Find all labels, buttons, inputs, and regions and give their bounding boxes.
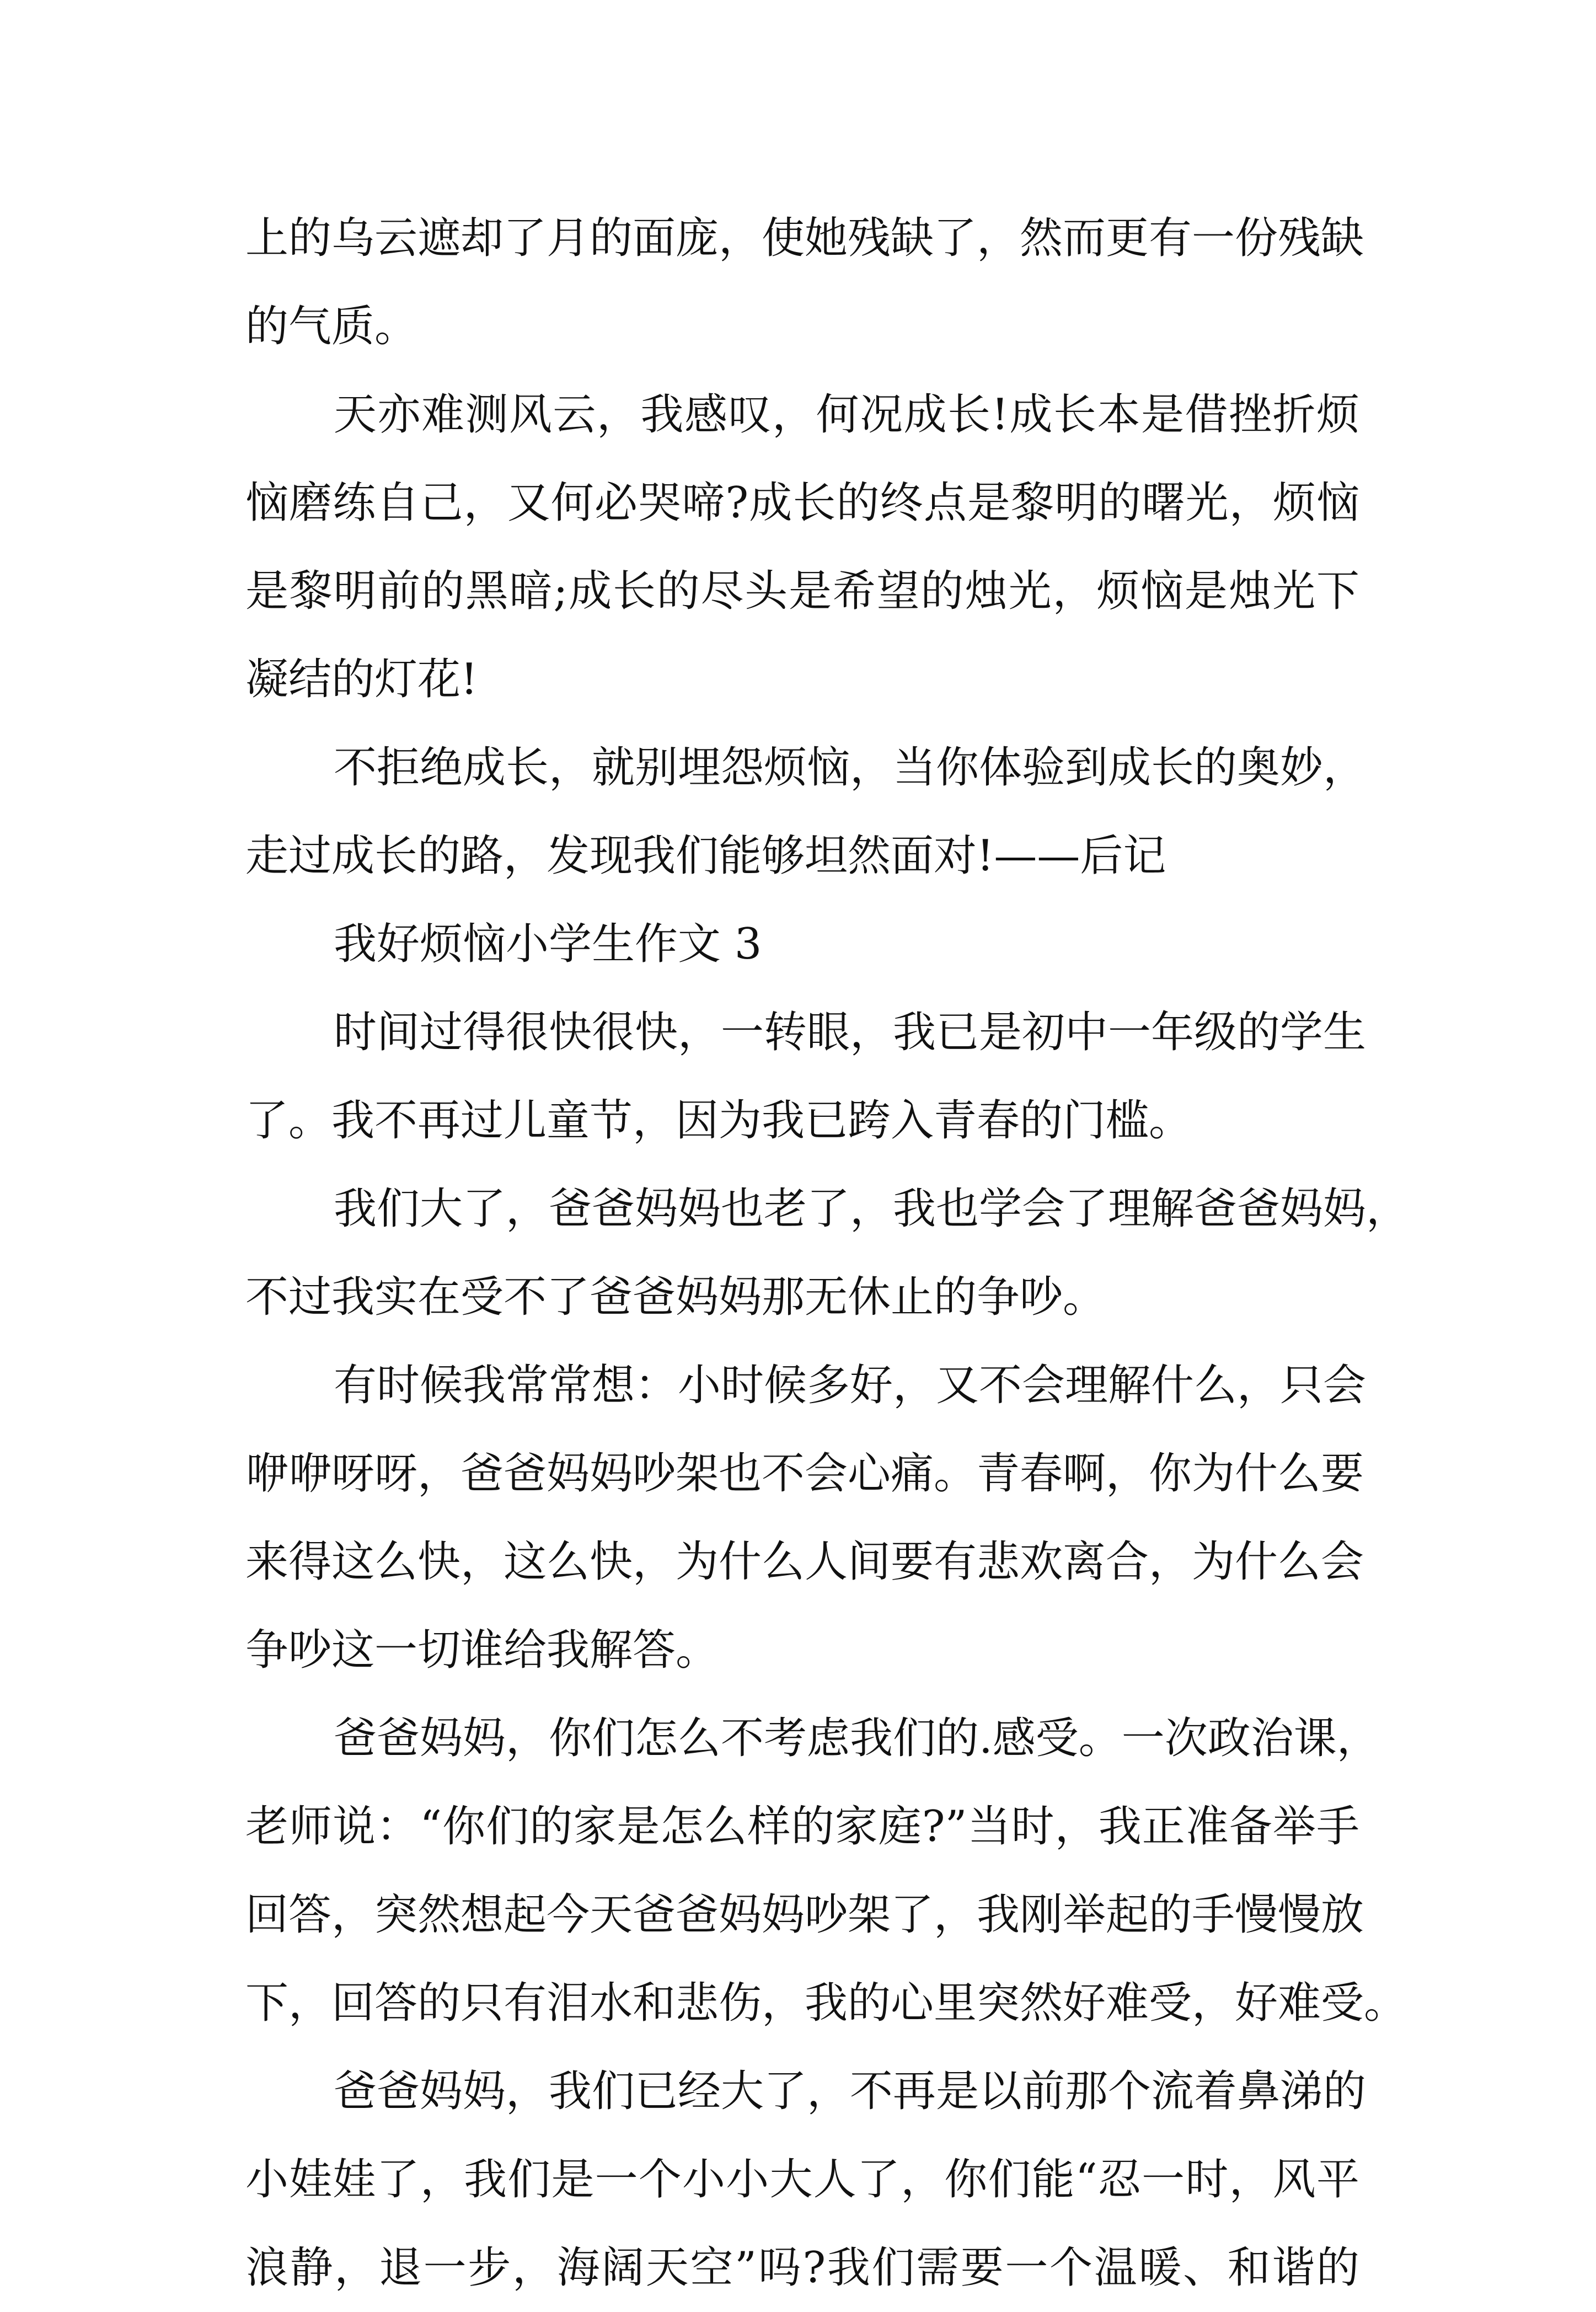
- paragraph-start-line: 我们大了，爸爸妈妈也老了，我也学会了理解爸爸妈妈，: [334, 1184, 1410, 1234]
- text-line: 了。我不再过儿童节，因为我已跨入青春的门槛。: [245, 1096, 1192, 1146]
- essay-body: [245, 194, 1410, 2312]
- paragraph-start-line: 爸爸妈妈，我们已经大了，不再是以前那个流着鼻涕的: [334, 2067, 1367, 2116]
- text-line: 下，回答的只有泪水和悲伤，我的心里突然好难受，好难受。: [245, 1978, 1407, 2028]
- text-line: 凝结的灯花!: [245, 655, 478, 704]
- text-line: 来得这么快，这么快，为什么人间要有悲欢离合，为什么会: [245, 1537, 1364, 1587]
- text-line: 上的乌云遮却了月的面庞，使她残缺了，然而更有一份残缺: [245, 213, 1364, 263]
- paragraph-start-line: 爸爸妈妈，你们怎么不考虑我们的.感受。一次政治课，: [334, 1714, 1380, 1763]
- text-line: 老师说：“你们的家是怎么样的家庭?”当时，我正准备举手: [245, 1802, 1359, 1851]
- section-heading: 我好烦恼小学生作文 3: [334, 919, 762, 969]
- text-line: 回答，突然想起今天爸爸妈妈吵架了，我刚举起的手慢慢放: [245, 1890, 1364, 1940]
- text-line: 小娃娃了，我们是一个小小大人了，你们能“忍一时，风平: [245, 2155, 1359, 2204]
- text-line: 浪静，退一步，海阔天空”吗?我们需要一个温暖、和谐的: [245, 2243, 1359, 2293]
- paragraph-start-line: 时间过得很快很快，一转眼，我已是初中一年级的学生: [334, 1008, 1367, 1057]
- text-line: 的气质。: [245, 302, 418, 351]
- paragraph-start-line: 不拒绝成长，就别埋怨烦恼，当你体验到成长的奥妙，: [334, 743, 1367, 793]
- text-line: 咿咿呀呀，爸爸妈妈吵架也不会心痛。青春啊，你为什么要: [245, 1449, 1364, 1498]
- paragraph-start-line: 天亦难测风云，我感叹，何况成长!成长本是借挫折烦: [334, 390, 1359, 440]
- text-line: 恼磨练自己，又何必哭啼?成长的终点是黎明的曙光，烦恼: [245, 478, 1359, 528]
- paragraph-start-line: 有时候我常常想：小时候多好，又不会理解什么，只会: [334, 1361, 1367, 1410]
- text-line: 争吵这一切谁给我解答。: [245, 1625, 719, 1675]
- text-line: 走过成长的路，发现我们能够坦然面对!——后记: [245, 831, 1166, 881]
- text-line: 不过我实在受不了爸爸妈妈那无休止的争吵。: [245, 1272, 1106, 1322]
- text-line: 是黎明前的黑暗;成长的尽头是希望的烛光，烦恼是烛光下: [245, 566, 1359, 616]
